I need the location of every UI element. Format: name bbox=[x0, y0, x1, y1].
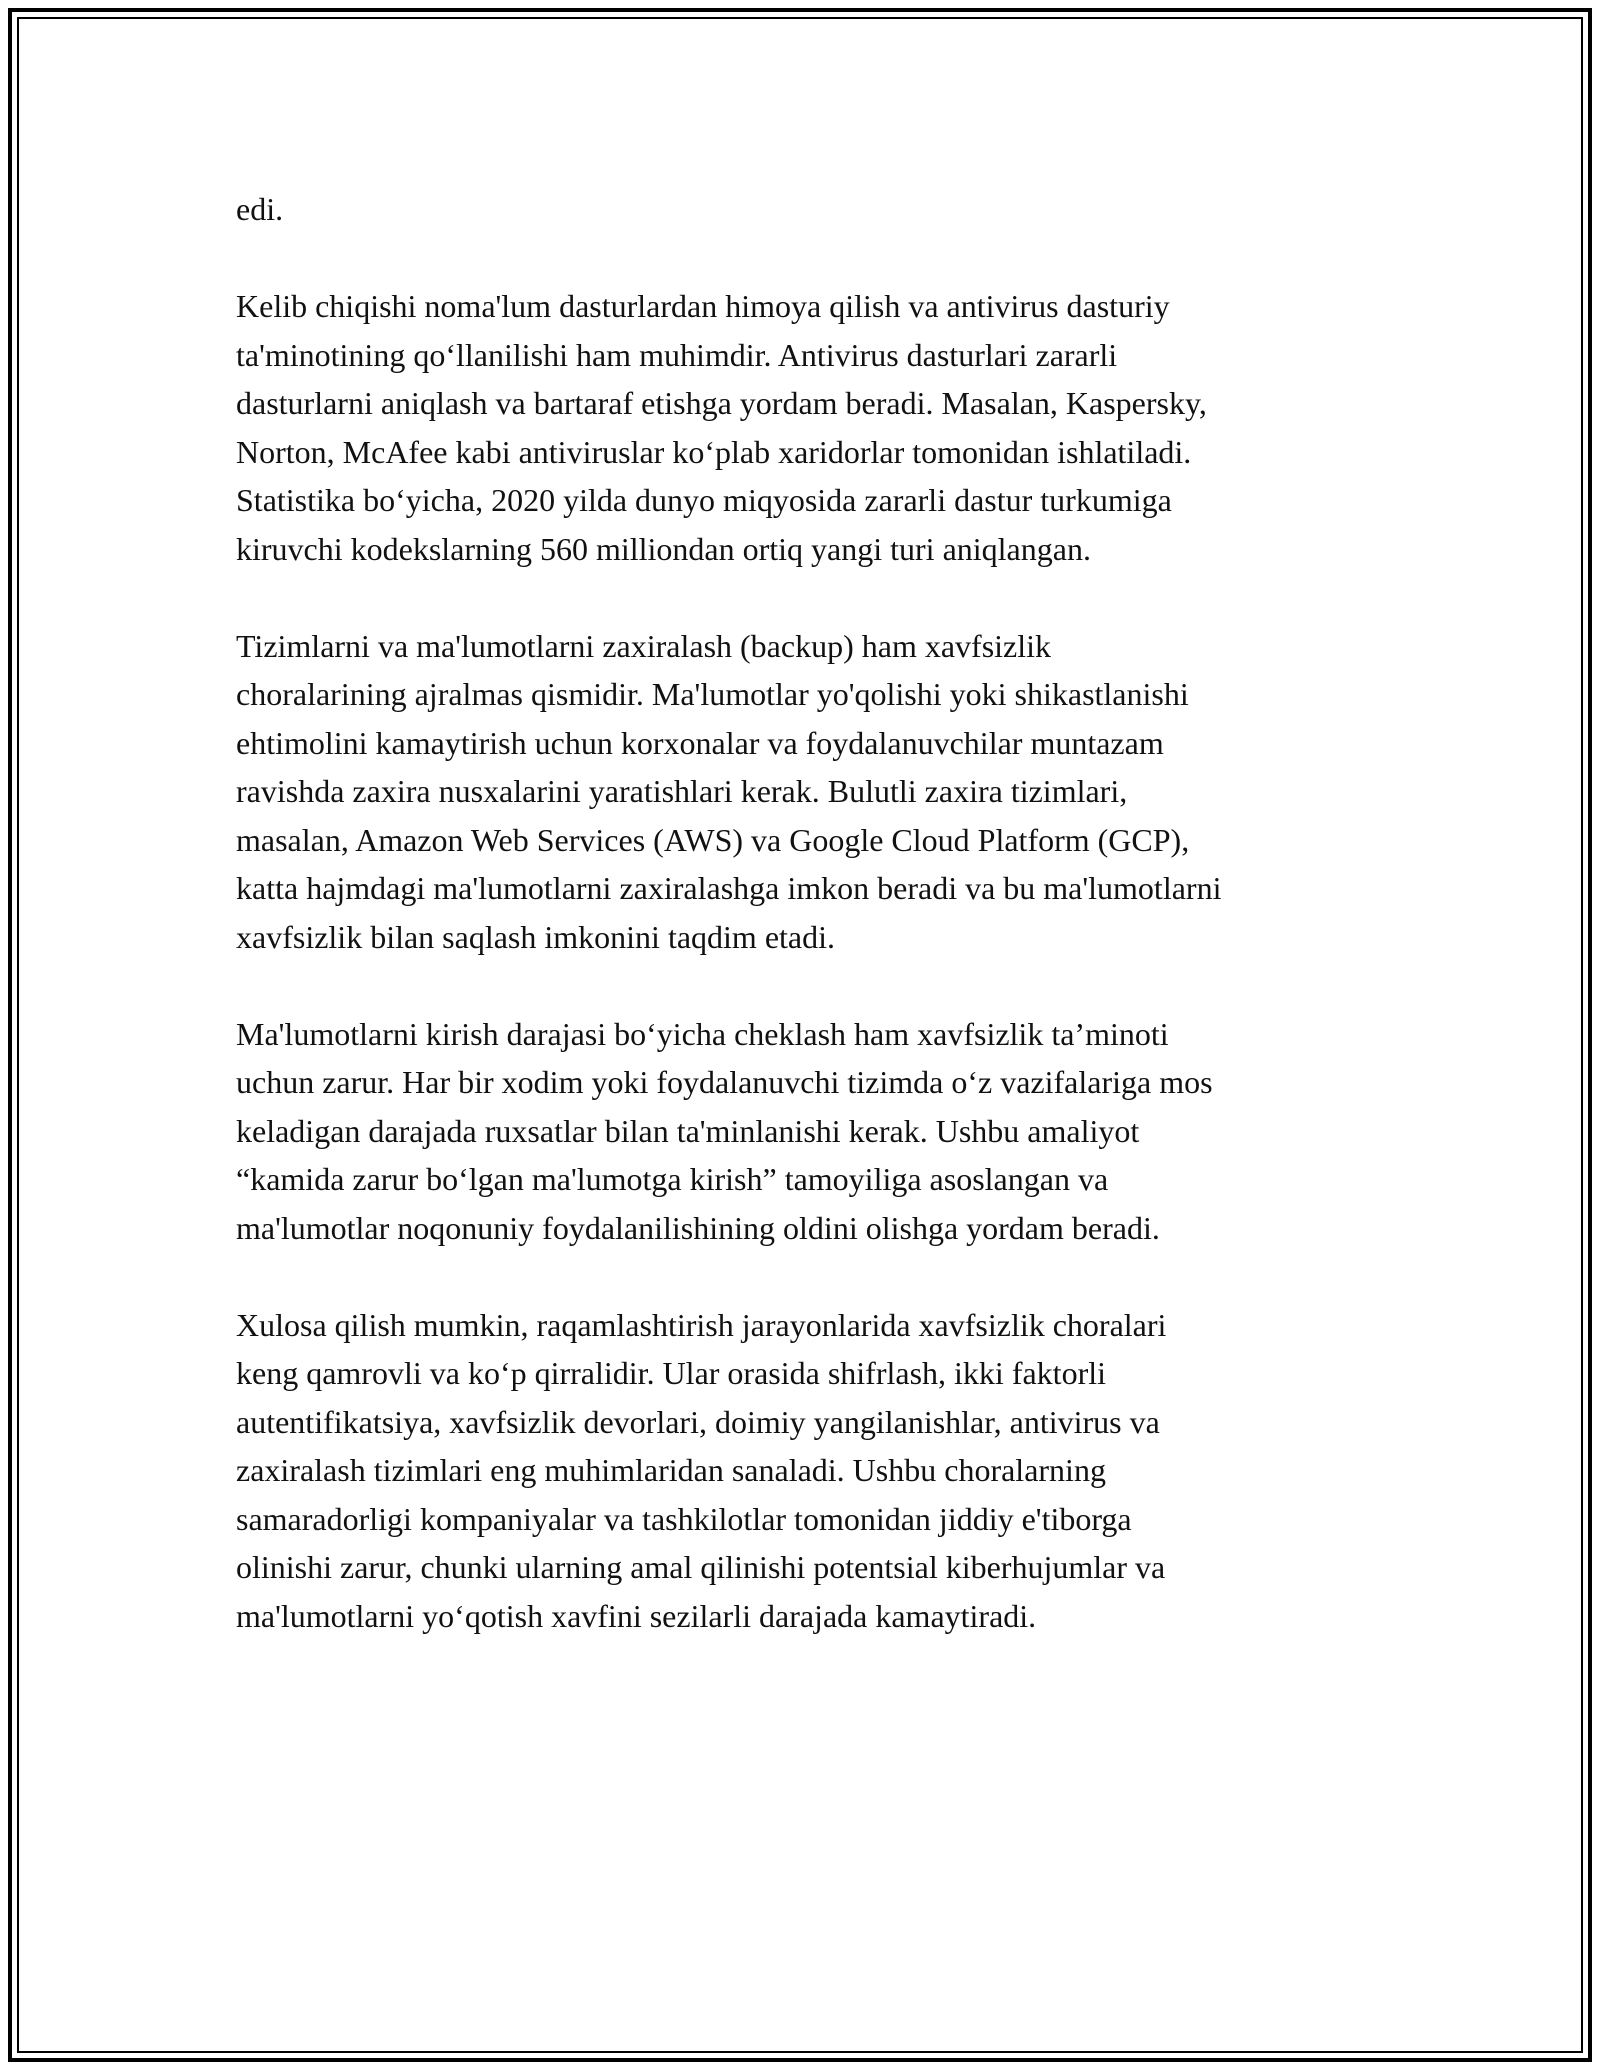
text-line: Statistika bo‘yicha, 2020 yilda dunyo miqyosida zararli dastur turkumiga bbox=[236, 482, 1172, 518]
paragraph-3 bbox=[236, 622, 1371, 962]
text-line: samaradorligi kompaniyalar va tashkilotlar tomonidan jiddiy e'tiborga bbox=[236, 1500, 1132, 1537]
text-line: ta'minotining qo‘llanilishi ham muhimdir. Antivirus dasturlari zararli bbox=[236, 336, 1118, 373]
paragraph-2 bbox=[236, 282, 1371, 573]
text-line: ehtimolini kamaytirish uchun korxonalar va foydalanuvchilar muntazam bbox=[236, 724, 1164, 761]
text-line: olinishi zarur, chunki ularning amal qilinishi potentsial kiberhujumlar va bbox=[236, 1549, 1166, 1585]
text-line: dasturlarni aniqlash va bartaraf etishga yordam beradi. Masalan, Kaspersky, bbox=[236, 385, 1207, 421]
text-line: Ma'lumotlarni kirish darajasi bo‘yicha cheklash ham xavfsizlik ta’minoti bbox=[236, 1015, 1169, 1052]
text-line: kiruvchi kodekslarning 560 milliondan ortiq yangi turi aniqlangan. bbox=[236, 530, 1091, 567]
text-line: Tizimlarni va ma'lumotlarni zaxiralash (backup) ham xavfsizlik bbox=[236, 627, 1052, 664]
text-line: ma'lumotlar noqonuniy foydalanilishining oldini olishga yordam beradi. bbox=[236, 1209, 1160, 1246]
text-line: keladigan darajada ruxsatlar bilan ta'minlanishi kerak. Ushbu amaliyot bbox=[236, 1112, 1140, 1149]
text-line: xavfsizlik bilan saqlash imkonini taqdim etadi. bbox=[236, 918, 835, 955]
text-line: masalan, Amazon Web Services (AWS) va Google Cloud Platform (GCP), bbox=[236, 821, 1190, 858]
text-line: ma'lumotlarni yo‘qotish xavfini sezilarli darajada kamaytiradi. bbox=[236, 1597, 1037, 1634]
text-line: Kelib chiqishi noma'lum dasturlardan himoya qilish va antivirus dasturiy bbox=[236, 288, 1170, 324]
text-line: choralarining ajralmas qismidir. Ma'lumotlar yo'qolishi yoki shikastlanishi bbox=[236, 676, 1189, 712]
text-line: ravishda zaxira nusxalarini yaratishlari kerak. Bulutli zaxira tizimlari, bbox=[236, 773, 1128, 809]
text-line: “kamida zarur bo‘lgan ma'lumotga kirish” tamoyiliga asoslangan va bbox=[236, 1161, 1109, 1197]
text-line: edi. bbox=[236, 191, 284, 227]
paragraph-5 bbox=[236, 1301, 1371, 1641]
paragraph-1 bbox=[236, 185, 1371, 234]
text-line: autentifikatsiya, xavfsizlik devorlari, doimiy yangilanishlar, antivirus va bbox=[236, 1403, 1160, 1440]
text-line: Norton, McAfee kabi antiviruslar ko‘plab xaridorlar tomonidan ishlatiladi. bbox=[236, 433, 1192, 470]
text-line: uchun zarur. Har bir xodim yoki foydalanuvchi tizimda o‘z vazifalariga mos bbox=[236, 1064, 1213, 1100]
text-line: keng qamrovli va ko‘p qirralidir. Ular orasida shifrlash, ikki faktorli bbox=[236, 1355, 1106, 1391]
document-body bbox=[236, 185, 1371, 1640]
paragraph-4 bbox=[236, 1010, 1371, 1253]
text-line: katta hajmdagi ma'lumotlarni zaxiralashga imkon beradi va bu ma'lumotlarni bbox=[236, 870, 1222, 906]
text-line: Xulosa qilish mumkin, raqamlashtirish jarayonlarida xavfsizlik choralari bbox=[236, 1306, 1167, 1343]
text-line: zaxiralash tizimlari eng muhimlaridan sanaladi. Ushbu choralarning bbox=[236, 1452, 1106, 1488]
